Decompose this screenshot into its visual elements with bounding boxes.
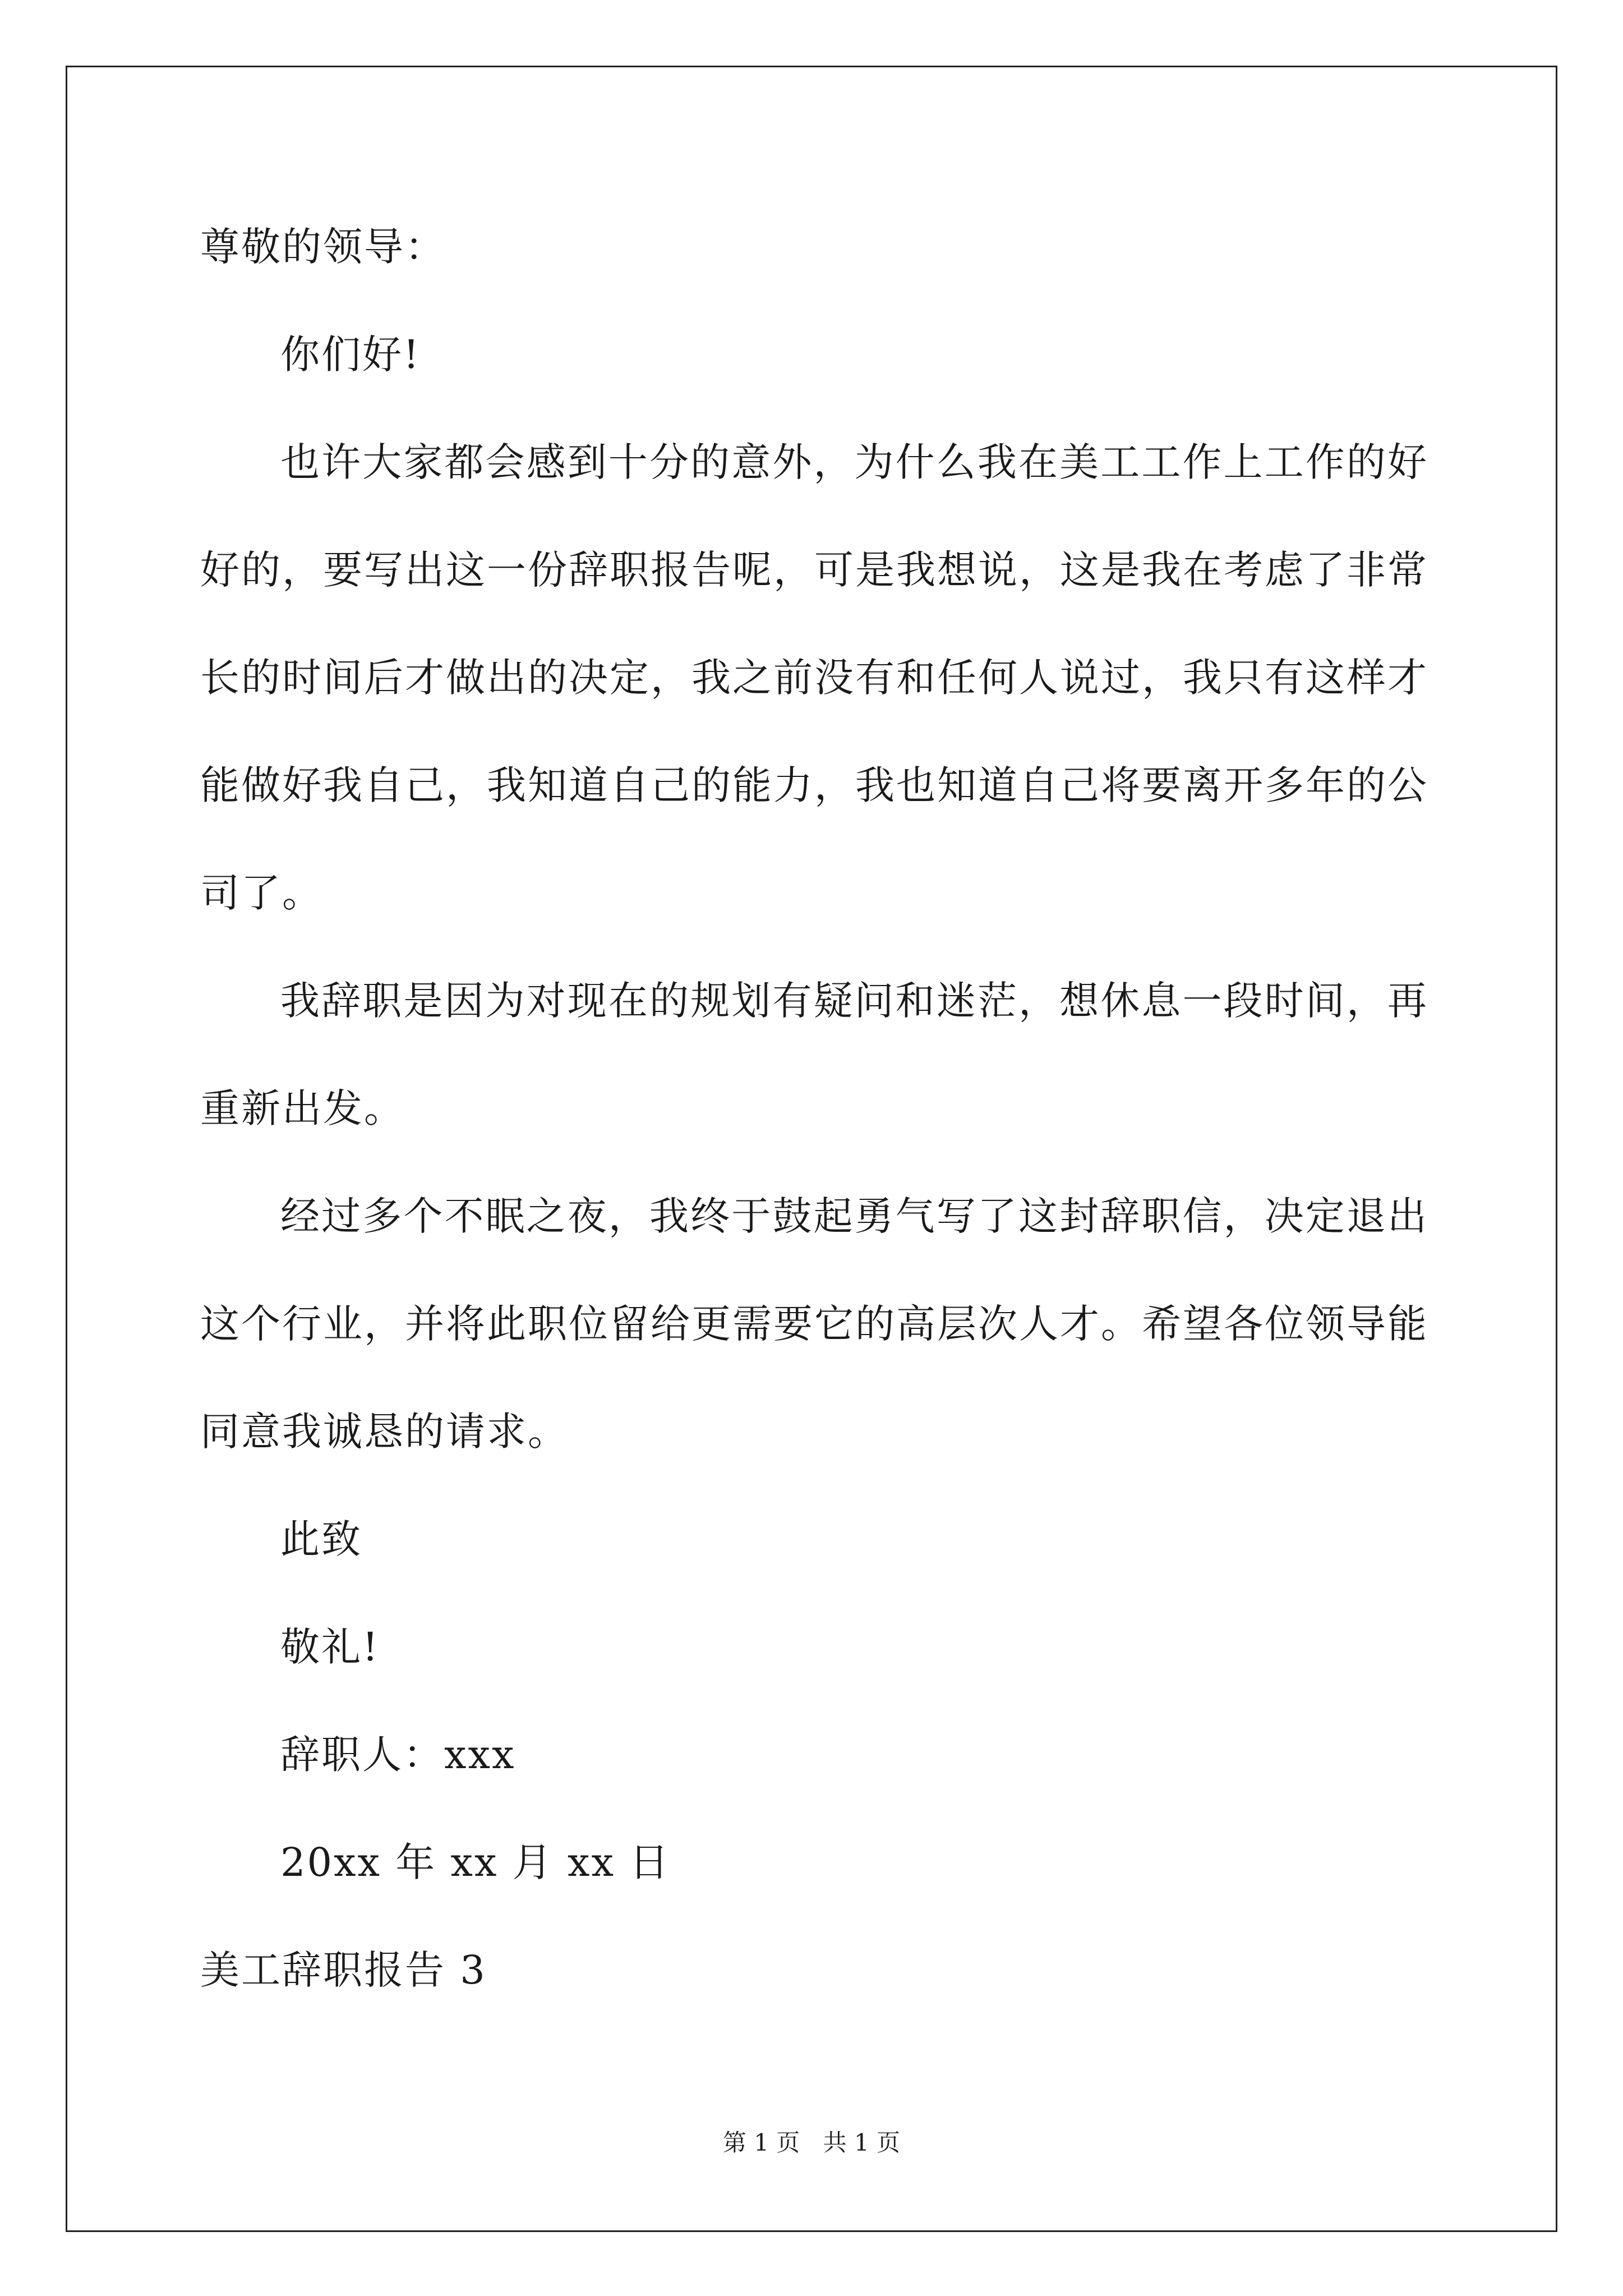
page-total: 共 1 页 (823, 2129, 901, 2156)
salutation: 尊敬的领导： (200, 224, 446, 270)
page-number: 第 1 页 (722, 2129, 800, 2156)
signer: 辞职人：xxx (280, 1732, 516, 1778)
next-section-title: 美工辞职报告 3 (200, 1947, 487, 1993)
date: 20xx 年 xx 月 xx 日 (280, 1839, 671, 1885)
paragraph-line: 同意我诚恳的请求。 (200, 1409, 569, 1455)
closing-line-2: 敬礼! (280, 1624, 380, 1670)
page-border (66, 66, 1557, 2232)
paragraph-line: 司了。 (200, 870, 323, 916)
paragraph-line: 这个行业，并将此职位留给更需要它的高层次人才。希望各位领导能 (200, 1301, 1428, 1347)
paragraph-line: 长的时间后才做出的决定，我之前没有和任何人说过，我只有这样才 (200, 655, 1428, 701)
paragraph-line: 经过多个不眠之夜，我终于鼓起勇气写了这封辞职信，决定退出 (280, 1193, 1428, 1239)
paragraph-line: 重新出发。 (200, 1085, 405, 1131)
paragraph-line: 能做好我自己，我知道自己的能力，我也知道自己将要离开多年的公 (200, 762, 1428, 808)
paragraph-line: 也许大家都会感到十分的意外，为什么我在美工工作上工作的好 (280, 439, 1428, 485)
greeting: 你们好! (280, 332, 421, 378)
paragraph-line: 好的，要写出这一份辞职报告呢，可是我想说，这是我在考虑了非常 (200, 547, 1428, 593)
page-footer (0, 2126, 1623, 2160)
closing-line-1: 此致 (280, 1516, 362, 1562)
paragraph-line: 我辞职是因为对现在的规划有疑问和迷茫，想休息一段时间，再 (280, 978, 1428, 1024)
